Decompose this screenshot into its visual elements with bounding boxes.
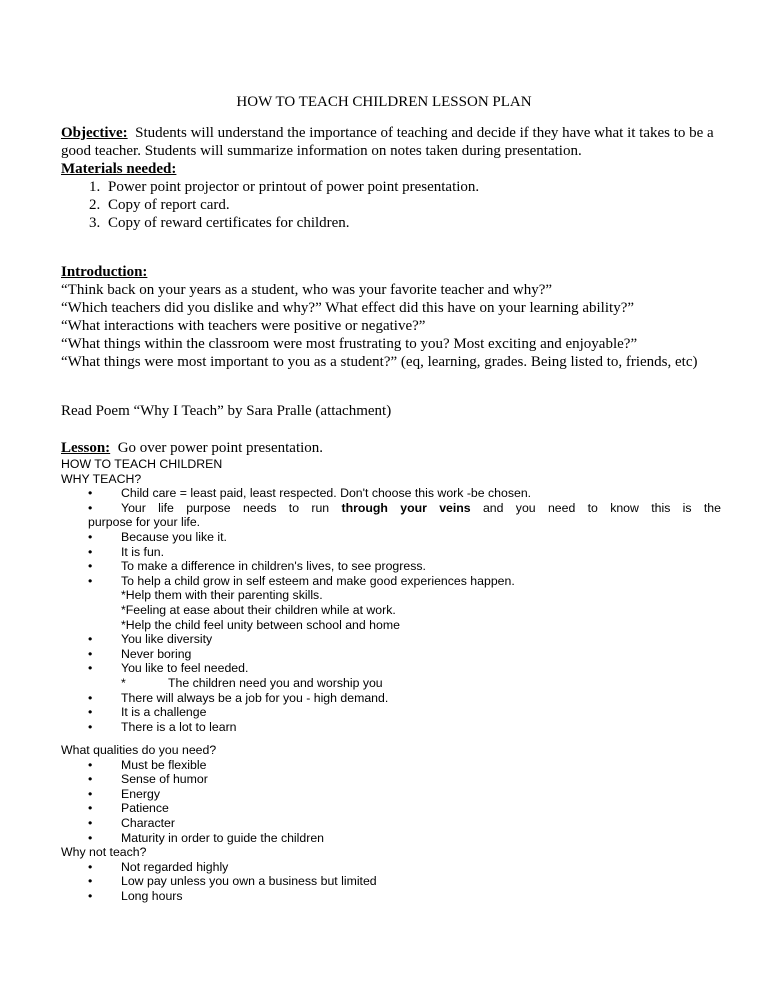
lesson-paragraph <box>61 439 721 457</box>
bullet-item: • Character <box>88 815 175 830</box>
bullet-item: • Long hours <box>88 888 183 903</box>
objective-paragraph <box>61 124 721 160</box>
bullet-item: • You like diversity <box>88 632 213 647</box>
materials-label: Materials needed: <box>61 161 177 177</box>
slides-section <box>61 457 721 734</box>
bullet-icon: • <box>88 815 93 830</box>
bullet-icon: • <box>88 757 93 772</box>
bullet-icon: • <box>88 529 93 544</box>
why-not-heading: Why not teach? <box>61 845 147 860</box>
document-title: HOW TO TEACH CHILDREN LESSON PLAN <box>236 94 532 110</box>
materials-item: 3. Copy of reward certificates for children. <box>104 214 721 232</box>
why-teach-heading: WHY TEACH? <box>61 471 142 486</box>
slides-heading: HOW TO TEACH CHILDREN <box>61 457 223 471</box>
bullet-item: • Patience <box>88 801 169 816</box>
bullet-icon: • <box>88 690 93 705</box>
bullet-icon: • <box>88 500 93 515</box>
poem-line: Read Poem “Why I Teach” by Sara Pralle (attachment) <box>61 403 392 419</box>
bullet-icon: • <box>88 544 93 559</box>
star-icon: * <box>121 675 126 690</box>
bullet-icon: • <box>88 874 93 889</box>
bullet-item: • It is fun. <box>88 544 165 559</box>
bullet-item: • Energy <box>88 786 160 801</box>
materials-item: 2. Copy of report card. <box>104 196 721 214</box>
objective-text: Students will understand the importance of teaching and decide if they have what it takes to be a good teacher. Students will summarize information on notes taken during presentation. <box>61 125 714 159</box>
bullet-item: • Child care = least paid, least respected. Don't choose this work -be chosen. <box>88 486 532 501</box>
objective-section <box>61 124 721 232</box>
bullet-continuation: purpose for your life. <box>88 515 201 530</box>
bullet-item: • Your life purpose needs to run through your veins and you need to know this is the <box>88 500 721 515</box>
bullet-item: • Maturity in order to guide the children <box>88 830 325 845</box>
bullet-icon: • <box>88 646 93 661</box>
bullet-item: • Because you like it. <box>88 529 227 544</box>
bullet-icon: • <box>88 859 93 874</box>
bullet-item: • You like to feel needed. <box>88 661 249 676</box>
bullet-icon: • <box>88 705 93 720</box>
bullet-icon: • <box>88 632 93 647</box>
bullet-item: • Must be flexible <box>88 757 207 772</box>
bullet-icon: • <box>88 559 93 574</box>
lesson-text: Go over power point presentation. <box>117 440 324 456</box>
bullet-icon: • <box>88 486 93 501</box>
bullet-icon: • <box>88 661 93 676</box>
bullet-icon: • <box>88 801 93 816</box>
qualities-section <box>61 743 721 904</box>
bullet-item: • Sense of humor <box>88 772 208 787</box>
introduction-line: “What things were most important to you as a student?” (eq, learning, grades. Being listed to, friends, etc) <box>61 354 698 370</box>
bullet-item: • Low pay unless you own a business but limited <box>88 874 377 889</box>
bullet-icon: • <box>88 830 93 845</box>
introduction-section <box>61 263 721 371</box>
introduction-line: “What things within the classroom were most frustrating to you? Most exciting and enjoyable?” <box>61 336 638 352</box>
introduction-label: Introduction: <box>61 264 148 280</box>
sub-item: *Help the child feel unity between school and home <box>121 617 400 632</box>
bullet-icon: • <box>88 786 93 801</box>
materials-list <box>61 178 721 232</box>
lesson-label: Lesson: <box>61 440 111 456</box>
introduction-line: “Which teachers did you dislike and why?” What effect did this have on your learning ability?” <box>61 300 635 316</box>
bullet-icon: • <box>88 719 93 734</box>
qualities-heading: What qualities do you need? <box>61 743 217 757</box>
sub-item: *Help them with their parenting skills. <box>121 588 323 603</box>
bullet-item: • There will always be a job for you - high demand. <box>88 690 389 705</box>
bullet-icon: • <box>88 772 93 787</box>
bullet-item: • It is a challenge <box>88 705 207 720</box>
bullet-item: • Not regarded highly <box>88 859 229 874</box>
materials-item: 1. Power point projector or printout of power point presentation. <box>104 178 721 196</box>
sub-item: * The children need you and worship you <box>121 675 383 690</box>
bullet-item: • There is a lot to learn <box>88 719 237 734</box>
bullet-item: • To help a child grow in self esteem and make good experiences happen. <box>88 573 515 588</box>
sub-item: *Feeling at ease about their children while at work. <box>121 602 396 617</box>
introduction-line: “Think back on your years as a student, who was your favorite teacher and why?” <box>61 282 553 298</box>
bullet-item: • To make a difference in children's lives, to see progress. <box>88 559 426 574</box>
objective-label: Objective: <box>61 125 128 141</box>
bullet-item: • Never boring <box>88 646 192 661</box>
bullet-icon: • <box>88 888 93 903</box>
introduction-line: “What interactions with teachers were positive or negative?” <box>61 318 426 334</box>
bullet-icon: • <box>88 573 93 588</box>
